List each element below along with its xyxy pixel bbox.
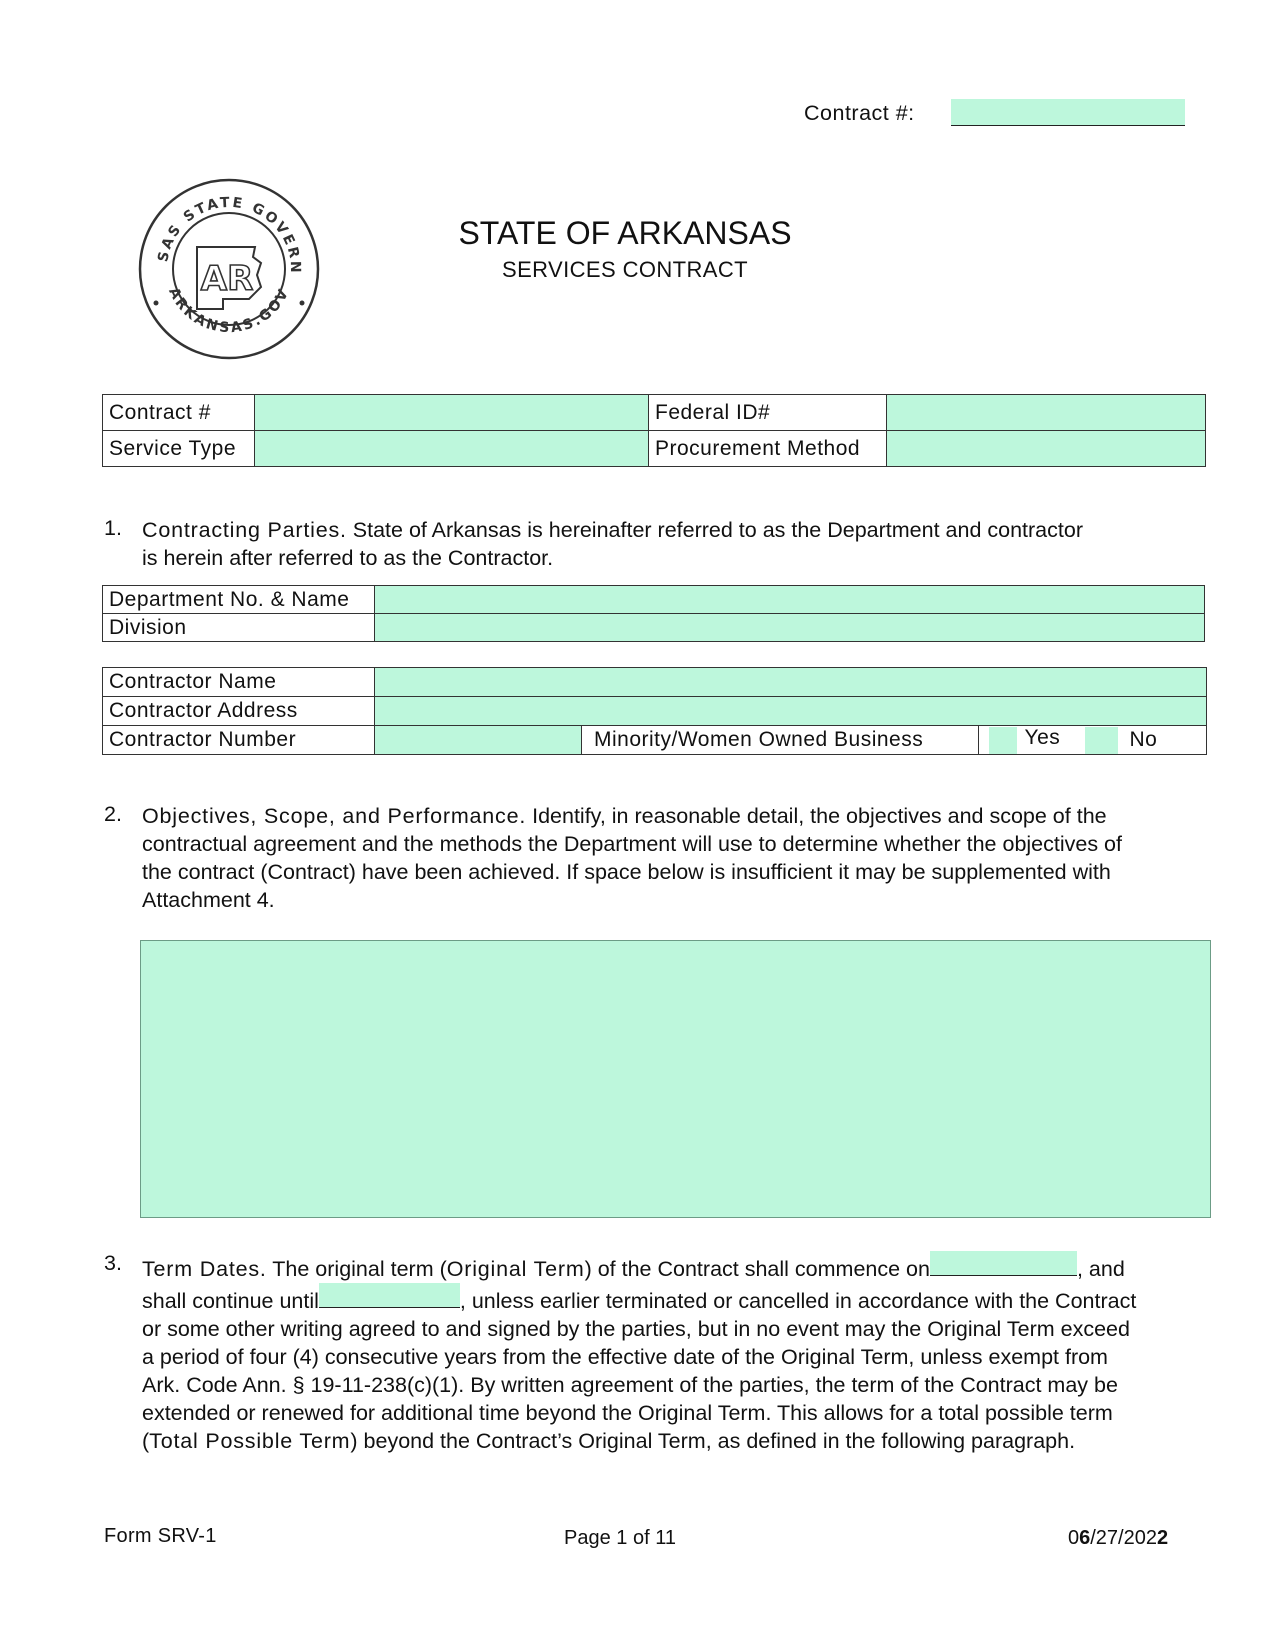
contractor-name-cell[interactable] [375, 668, 1207, 697]
objectives-scope-field[interactable] [140, 940, 1211, 1218]
contractor-number-input[interactable] [375, 727, 581, 754]
federal-id-label: Federal ID# [649, 395, 887, 431]
federal-id-input[interactable] [887, 396, 1205, 430]
section-1-text [142, 516, 1212, 572]
total-possible-term-term: Total Possible Term [149, 1429, 351, 1453]
contract-info-table [102, 394, 1206, 467]
commence-date-field[interactable] [930, 1251, 1077, 1276]
mwob-no-checkbox[interactable] [1085, 727, 1118, 754]
section-3-line2b: , unless earlier terminated or cancelled in accordance with the Contract [459, 1289, 1137, 1313]
header-contract-label: Contract #: [804, 101, 915, 125]
section-3-line5: Ark. Code Ann. § 19-11-238(c)(1). By written agreement of the parties, the term of the Contract may be [142, 1373, 1118, 1397]
division-input[interactable] [375, 615, 1204, 641]
contractor-address-cell[interactable] [375, 697, 1207, 726]
section-1-number: 1. [104, 516, 122, 540]
section-3-number: 3. [104, 1251, 122, 1275]
contractor-table [102, 667, 1207, 755]
contractor-address-label: Contractor Address [103, 697, 375, 726]
section-1-heading: Contracting Parties. [142, 518, 347, 542]
section-2-line4: Attachment 4. [142, 888, 275, 912]
page-title: STATE OF ARKANSAS [458, 215, 792, 251]
section-1-line2: is herein after referred to as the Contractor. [142, 546, 554, 570]
mwob-label: Minority/Women Owned Business [582, 726, 979, 755]
section-2-text [142, 802, 1212, 914]
contract-number-cell[interactable] [255, 395, 649, 431]
service-type-label: Service Type [103, 431, 255, 467]
division-label: Division [103, 614, 375, 642]
department-cell[interactable] [375, 586, 1205, 614]
original-term-term: Original Term [446, 1257, 585, 1281]
mwob-no-label: No [1118, 726, 1207, 755]
mwob-yes-checkbox-cell[interactable] [979, 726, 1019, 755]
section-3-line2a: shall continue until [142, 1289, 319, 1313]
section-3-text [142, 1251, 1212, 1455]
section-1-line1: State of Arkansas is hereinafter referred to as the Department and contractor [346, 518, 1083, 542]
procurement-method-cell[interactable] [887, 431, 1206, 467]
page-subtitle: SERVICES CONTRACT [502, 257, 748, 282]
mwob-yes-label: Yes [1019, 726, 1085, 755]
seal-center-text: AR [200, 259, 254, 299]
section-3-heading: Term Dates. [142, 1257, 267, 1281]
section-2-heading: Objectives, Scope, and Performance. [142, 804, 527, 828]
section-3-line3: or some other writing agreed to and signed by the parties, but in no event may the Original Term exceed [142, 1317, 1130, 1341]
procurement-method-input[interactable] [887, 432, 1205, 466]
department-label: Department No. & Name [103, 586, 375, 614]
seal-top-text: SAS STATE GOVERN [155, 194, 304, 276]
contractor-address-input[interactable] [375, 698, 1206, 725]
service-type-cell[interactable] [255, 431, 649, 467]
section-3-line7a: ( [142, 1429, 150, 1453]
footer-date-part3: /27/202 [1090, 1527, 1157, 1549]
footer-page-number: Page 1 of 11 [564, 1527, 676, 1549]
arkansas-seal-logo [137, 177, 321, 361]
section-2-number: 2. [104, 802, 122, 826]
service-type-input[interactable] [255, 432, 648, 466]
contractor-number-label: Contractor Number [103, 726, 375, 755]
header-contract-number-field[interactable] [951, 99, 1185, 126]
division-cell[interactable] [375, 614, 1205, 642]
section-3-line6: extended or renewed for additional time beyond the Original Term. This allows for a total possible term [142, 1401, 1113, 1425]
contract-number-input[interactable] [255, 396, 648, 430]
procurement-method-label: Procurement Method [649, 431, 887, 467]
section-2-line2: contractual agreement and the methods the Department will use to determine whether the objectives of [142, 832, 1122, 856]
footer-date-part1: 0 [1068, 1527, 1080, 1549]
department-table [102, 585, 1205, 642]
footer-date-part2: 6 [1079, 1527, 1091, 1549]
section-2-line3: the contract (Contract) have been achieved. If space below is insufficient it may be supplemented with [142, 860, 1111, 884]
section-3-line1c: , and [1076, 1257, 1125, 1281]
section-3-line7b: ) beyond the Contract’s Original Term, as defined in the following paragraph. [350, 1429, 1076, 1453]
contractor-number-cell[interactable] [375, 726, 582, 755]
footer-form-id: Form SRV-1 [104, 1525, 217, 1547]
seal-bottom-text: ARKANSAS.GOV [165, 285, 293, 337]
contractor-name-label: Contractor Name [103, 668, 375, 697]
section-3-line1a: The original term ( [266, 1257, 447, 1281]
section-3-line4: a period of four (4) consecutive years from the effective date of the Original Term, unless exempt from [142, 1345, 1108, 1369]
mwob-no-checkbox-cell[interactable] [1085, 726, 1118, 755]
section-2-line1: Identify, in reasonable detail, the objectives and scope of the [526, 804, 1107, 828]
department-input[interactable] [375, 587, 1204, 613]
section-3-line1b: ) of the Contract shall commence on [584, 1257, 930, 1281]
federal-id-cell[interactable] [887, 395, 1206, 431]
footer-date-part4: 2 [1156, 1527, 1169, 1549]
footer-date [1068, 1527, 1168, 1550]
contract-number-label: Contract # [103, 395, 255, 431]
end-date-field[interactable] [319, 1283, 460, 1308]
mwob-yes-checkbox[interactable] [989, 727, 1017, 754]
contractor-name-input[interactable] [375, 669, 1206, 696]
